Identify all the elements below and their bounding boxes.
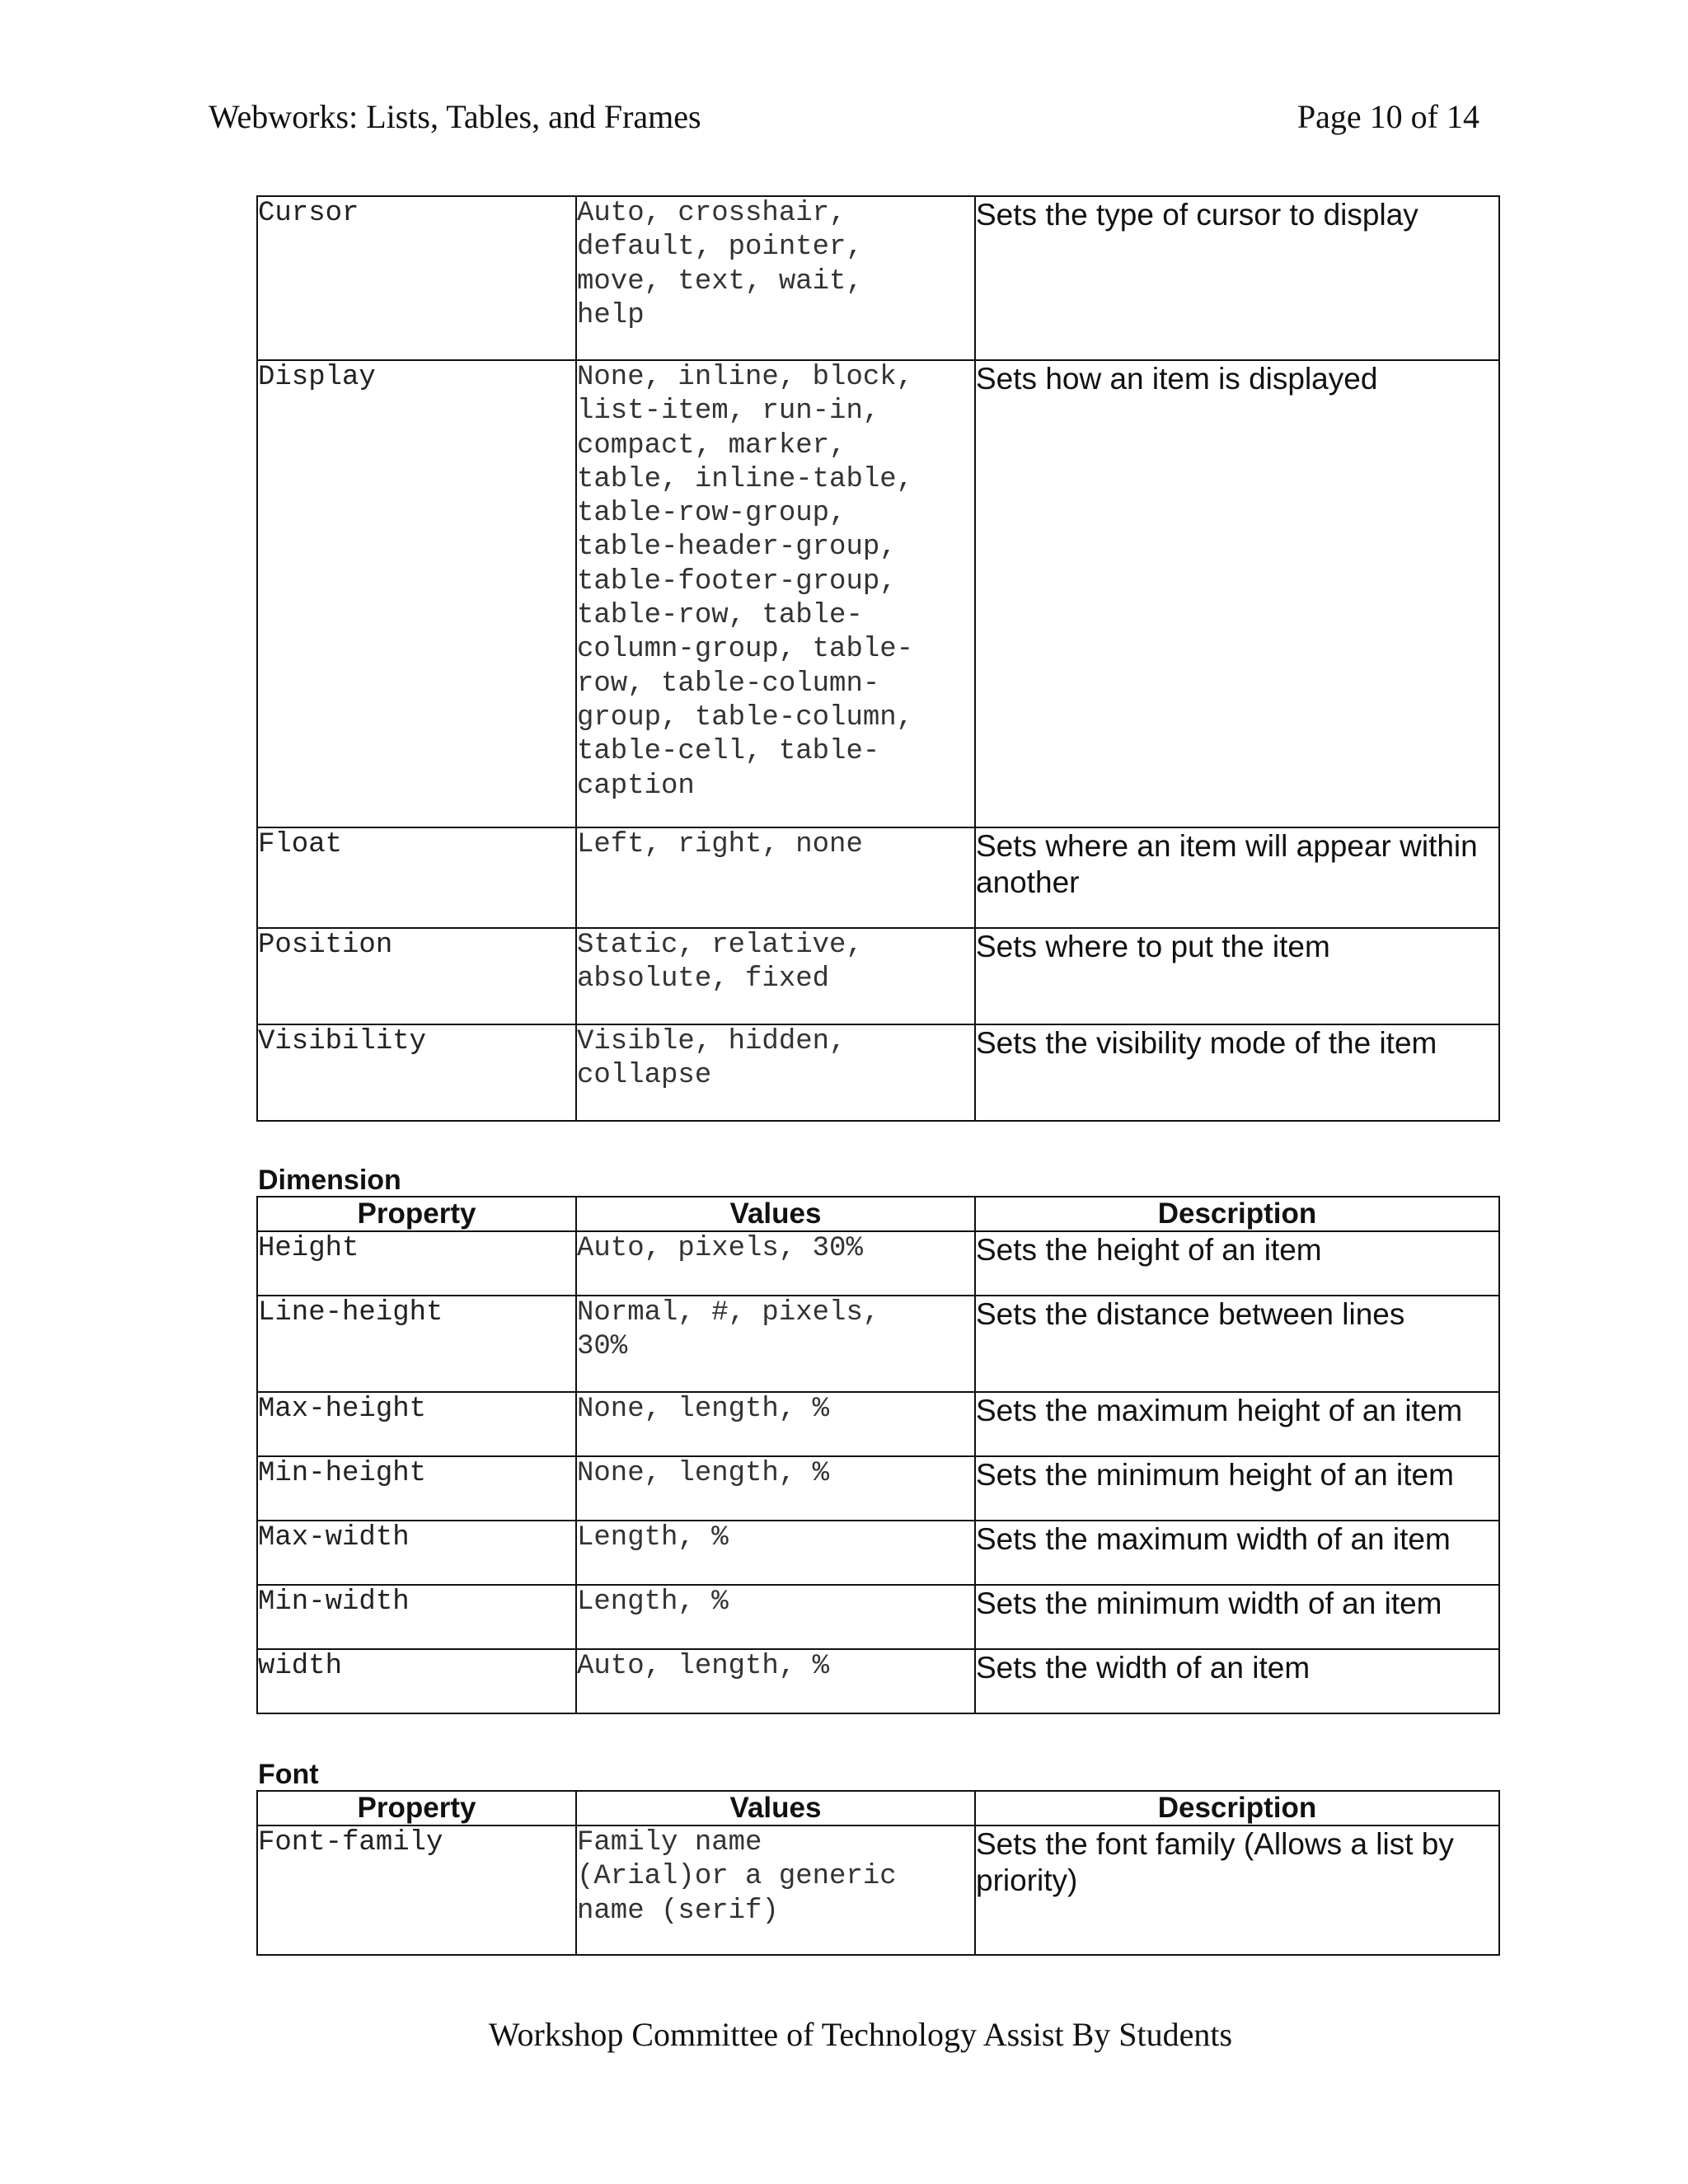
column-header-property: Property (257, 1791, 576, 1825)
values-cell: None, length, % (576, 1456, 975, 1521)
document-title: Webworks: Lists, Tables, and Frames (209, 98, 701, 135)
description-cell: Sets the maximum width of an item (975, 1521, 1499, 1585)
property-cell: Min-width (257, 1585, 576, 1649)
page-number: Page 10 of 14 (1296, 98, 1479, 135)
values-cell: None, inline, block, list-item, run-in, compact, marker, table, inline-table, table-row-group, table-header-group, table-footer-group, table-row, table- column-group, table- row, table-column- group, table-column, table-cell, table- caption (576, 360, 975, 827)
values-cell: Normal, #, pixels, 30% (576, 1296, 975, 1392)
values-cell: Auto, pixels, 30% (576, 1231, 975, 1296)
table-row (257, 1585, 1499, 1649)
values-cell: Left, right, none (576, 827, 975, 928)
property-cell: Height (257, 1231, 576, 1296)
table-row (257, 1649, 1499, 1713)
column-header-description: Description (975, 1197, 1499, 1231)
description-cell: Sets the visibility mode of the item (975, 1024, 1499, 1121)
table-row (257, 1456, 1499, 1521)
values-cell: Auto, length, % (576, 1649, 975, 1713)
property-cell: Max-width (257, 1521, 576, 1585)
table-row (257, 196, 1499, 360)
description-cell: Sets the font family (Allows a list by priority) (975, 1825, 1499, 1955)
description-cell: Sets the minimum width of an item (975, 1585, 1499, 1649)
font-properties-table (256, 1790, 1500, 1956)
description-cell: Sets where to put the item (975, 928, 1499, 1024)
values-cell: Length, % (576, 1521, 975, 1585)
property-cell: Position (257, 928, 576, 1024)
description-cell: Sets the distance between lines (975, 1296, 1499, 1392)
property-cell: Float (257, 827, 576, 928)
values-cell: Length, % (576, 1585, 975, 1649)
section-label-font: Font (258, 1759, 319, 1790)
table-row (257, 1521, 1499, 1585)
property-cell: Cursor (257, 196, 576, 360)
description-cell: Sets the type of cursor to display (975, 196, 1499, 360)
values-cell: Auto, crosshair, default, pointer, move, text, wait, help (576, 196, 975, 360)
values-cell: Family name (Arial)or a generic name (serif) (576, 1825, 975, 1955)
column-header-values: Values (576, 1791, 975, 1825)
property-cell: Max-height (257, 1392, 576, 1456)
table-row (257, 827, 1499, 928)
table-row (257, 928, 1499, 1024)
property-cell: Line-height (257, 1296, 576, 1392)
column-header-values: Values (576, 1197, 975, 1231)
values-cell: Static, relative, absolute, fixed (576, 928, 975, 1024)
property-cell: Visibility (257, 1024, 576, 1121)
description-cell: Sets the width of an item (975, 1649, 1499, 1713)
property-cell: Min-height (257, 1456, 576, 1521)
description-cell: Sets the maximum height of an item (975, 1392, 1499, 1456)
property-cell: Display (257, 360, 576, 827)
dimension-properties-table (256, 1196, 1500, 1714)
description-cell: Sets where an item will appear within another (975, 827, 1499, 928)
table-row (257, 1392, 1499, 1456)
description-cell: Sets how an item is displayed (975, 360, 1499, 827)
table-row (257, 1231, 1499, 1296)
footer-text: Workshop Committee of Technology Assist By Students (488, 2016, 1233, 2053)
description-cell: Sets the minimum height of an item (975, 1456, 1499, 1521)
table-header-row (257, 1791, 1499, 1825)
property-cell: width (257, 1649, 576, 1713)
table-row (257, 1024, 1499, 1121)
table-row (257, 1825, 1499, 1955)
values-cell: Visible, hidden, collapse (576, 1024, 975, 1121)
table-row (257, 360, 1499, 827)
positioning-properties-table (256, 195, 1500, 1122)
table-header-row (257, 1197, 1499, 1231)
description-cell: Sets the height of an item (975, 1231, 1499, 1296)
column-header-property: Property (257, 1197, 576, 1231)
values-cell: None, length, % (576, 1392, 975, 1456)
property-cell: Font-family (257, 1825, 576, 1955)
table-row (257, 1296, 1499, 1392)
column-header-description: Description (975, 1791, 1499, 1825)
section-label-dimension: Dimension (258, 1165, 401, 1196)
